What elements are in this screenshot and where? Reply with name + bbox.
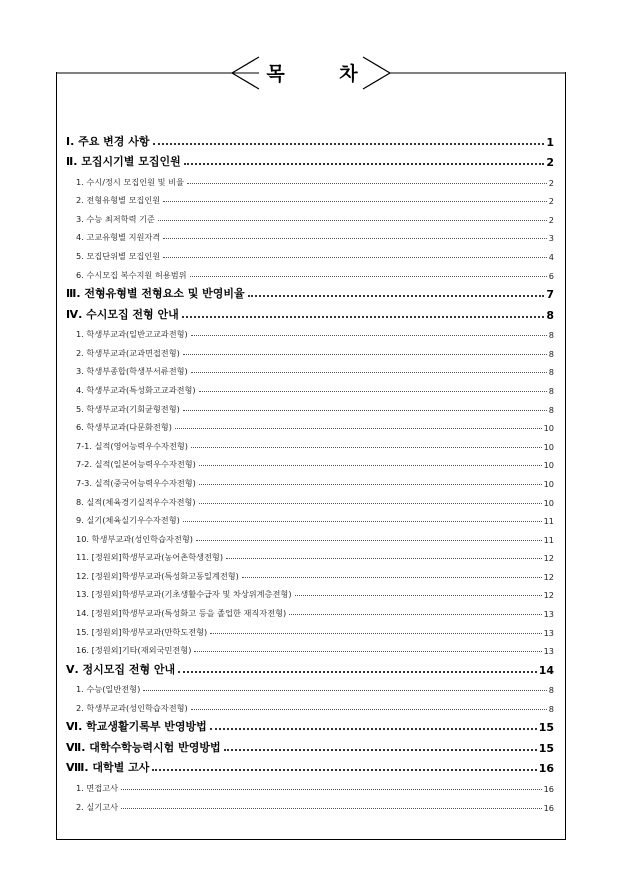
- toc-subsection-entry[interactable]: [66, 169, 554, 188]
- toc-leader-dots: [152, 769, 536, 771]
- toc-subsection-entry[interactable]: [66, 638, 554, 657]
- toc-page-number: 12: [543, 590, 554, 601]
- toc-entry-label: 1. 학생부교과(일반고교과전형): [76, 329, 188, 340]
- toc-subsection-entry[interactable]: [66, 433, 554, 452]
- toc-page-number: 1: [546, 135, 554, 149]
- toc-leader-dots: [295, 595, 542, 596]
- toc-entry-label: 15. [정원외]학생부교과(만학도전형): [76, 626, 208, 637]
- toc-leader-dots: [289, 614, 541, 615]
- toc-entry-label: 6. 수시모집 복수지원 허용범위: [76, 269, 187, 280]
- toc-page-number: 13: [543, 646, 554, 657]
- toc-subsection-entry[interactable]: [66, 415, 554, 434]
- toc-leader-dots: [163, 257, 547, 258]
- toc-page-number: 4: [548, 251, 554, 262]
- toc-page-number: 7: [546, 288, 554, 302]
- toc-subsection-entry[interactable]: [66, 452, 554, 471]
- toc-entry-label: 7-3. 실적(중국어능력우수자전형): [76, 477, 196, 488]
- toc-page-number: 15: [538, 721, 554, 735]
- toc-entry-label: 11. [정원외]학생부교과(농어촌학생전형): [76, 552, 224, 563]
- toc-page-number: 8: [548, 367, 554, 378]
- toc-leader-dots: [224, 749, 537, 751]
- toc-leader-dots: [183, 410, 547, 411]
- toc-leader-dots: [199, 391, 547, 392]
- toc-entry-label: Ⅵ. 학교생활기록부 반영방법: [66, 720, 207, 734]
- toc-subsection-entry[interactable]: [66, 600, 554, 619]
- toc-entry-label: 7-2. 실적(일본어능력우수자전형): [76, 459, 196, 470]
- toc-leader-dots: [121, 808, 542, 809]
- toc-leader-dots: [210, 728, 537, 730]
- toc-subsection-entry[interactable]: [66, 582, 554, 601]
- toc-leader-dots: [196, 540, 542, 541]
- toc-subsection-entry[interactable]: [66, 243, 554, 262]
- toc-entry-label: 3. 수능 최저학력 기준: [76, 213, 155, 224]
- toc-page-number: 12: [543, 571, 554, 582]
- toc-page-number: 15: [538, 741, 554, 755]
- toc-subsection-entry[interactable]: [66, 396, 554, 415]
- toc-page-number: 8: [548, 703, 554, 714]
- toc-page-number: 16: [543, 784, 554, 795]
- toc-subsection-entry[interactable]: [66, 470, 554, 489]
- toc-leader-dots: [163, 238, 547, 239]
- toc-page-number: 11: [543, 534, 554, 545]
- toc-page-number: 2: [548, 214, 554, 225]
- toc-leader-dots: [178, 671, 536, 673]
- toc-section-entry[interactable]: [66, 149, 554, 170]
- toc-subsection-entry[interactable]: [66, 340, 554, 359]
- toc-entry-label: Ⅴ. 정시모집 전형 안내: [66, 662, 176, 676]
- toc-subsection-entry[interactable]: [66, 775, 554, 794]
- toc-page-number: 10: [543, 478, 554, 489]
- table-of-contents: [66, 128, 554, 813]
- toc-subsection-entry[interactable]: [66, 695, 554, 714]
- toc-leader-dots: [226, 558, 542, 559]
- toc-entry-label: 2. 전형유형별 모집인원: [76, 195, 161, 206]
- toc-section-entry[interactable]: [66, 656, 554, 677]
- toc-page-number: 8: [548, 685, 554, 696]
- toc-subsection-entry[interactable]: [66, 188, 554, 207]
- toc-leader-dots: [175, 428, 542, 429]
- toc-leader-dots: [210, 633, 541, 634]
- toc-leader-dots: [183, 354, 547, 355]
- toc-entry-label: 16. [정원외]기타(재외국민전형): [76, 645, 192, 656]
- toc-leader-dots: [199, 465, 542, 466]
- toc-entry-label: 2. 학생부교과(교과면접전형): [76, 347, 180, 358]
- toc-entry-label: 13. [정원외]학생부교과(기초생활수급자 및 차상위계층전형): [76, 589, 292, 600]
- toc-entry-label: Ⅷ. 대학별 고사: [66, 761, 150, 775]
- toc-leader-dots: [163, 201, 547, 202]
- toc-entry-label: 8. 실적(체육경기실적우수자전형): [76, 496, 196, 507]
- toc-subsection-entry[interactable]: [66, 508, 554, 527]
- toc-entry-label: Ⅰ. 주요 변경 사항: [66, 134, 150, 148]
- toc-page-number: 10: [543, 441, 554, 452]
- toc-leader-dots: [153, 143, 545, 145]
- toc-leader-dots: [191, 709, 547, 710]
- toc-subsection-entry[interactable]: [66, 794, 554, 813]
- toc-page-number: 13: [543, 627, 554, 638]
- toc-page-number: 2: [548, 196, 554, 207]
- toc-leader-dots: [191, 372, 547, 373]
- toc-page-number: 10: [543, 423, 554, 434]
- toc-entry-label: 6. 학생부교과(다문화전형): [76, 422, 172, 433]
- toc-entry-label: 5. 모집단위별 모집인원: [76, 250, 161, 261]
- toc-page-number: 8: [548, 330, 554, 341]
- toc-subsection-entry[interactable]: [66, 677, 554, 696]
- toc-subsection-entry[interactable]: [66, 545, 554, 564]
- toc-section-entry[interactable]: [66, 714, 554, 735]
- toc-leader-dots: [187, 183, 547, 184]
- toc-leader-dots: [191, 447, 542, 448]
- toc-subsection-entry[interactable]: [66, 377, 554, 396]
- toc-entry-label: 2. 학생부교과(성인학습자전형): [76, 702, 188, 713]
- toc-page-number: 8: [548, 348, 554, 359]
- toc-page-number: 6: [548, 270, 554, 281]
- toc-leader-dots: [121, 789, 542, 790]
- toc-entry-label: Ⅱ. 모집시기별 모집인원: [66, 155, 181, 168]
- toc-subsection-entry[interactable]: [66, 322, 554, 341]
- toc-subsection-entry[interactable]: [66, 526, 554, 545]
- toc-entry-label: 1. 수능(일반전형): [76, 684, 141, 695]
- toc-leader-dots: [248, 295, 545, 297]
- toc-page-number: 16: [538, 762, 554, 776]
- toc-leader-dots: [194, 651, 541, 652]
- toc-entry-label: 3. 학생부종합(학생부서류전형): [76, 366, 188, 377]
- toc-leader-dots: [190, 276, 547, 277]
- toc-entry-label: 5. 학생부교과(기회균형전형): [76, 403, 180, 414]
- toc-entry-label: 4. 고교유형별 지원자격: [76, 232, 161, 243]
- toc-entry-label: 10. 학생부교과(성인학습자전형): [76, 533, 193, 544]
- toc-subsection-entry[interactable]: [66, 206, 554, 225]
- toc-entry-label: 9. 실기(체육실기우수자전형): [76, 515, 180, 526]
- toc-section-entry[interactable]: [66, 755, 554, 776]
- toc-section-entry[interactable]: [66, 301, 554, 322]
- toc-page-number: 12: [543, 553, 554, 564]
- toc-leader-dots: [182, 316, 545, 318]
- toc-leader-dots: [158, 220, 547, 221]
- toc-entry-label: 7-1. 실적(영어능력우수자전형): [76, 440, 188, 451]
- toc-page-number: 16: [543, 802, 554, 813]
- toc-page-number: 8: [546, 308, 554, 322]
- toc-entry-label: 2. 실기고사: [76, 801, 119, 812]
- toc-page-number: 3: [548, 233, 554, 244]
- toc-entry-label: 12. [정원외]학생부교과(특성화고동일계전형): [76, 570, 239, 581]
- toc-page-number: 10: [543, 497, 554, 508]
- page-title: 목 차: [266, 63, 382, 85]
- toc-subsection-entry[interactable]: [66, 619, 554, 638]
- toc-page-number: 14: [538, 663, 554, 677]
- toc-entry-label: Ⅳ. 수시모집 전형 안내: [66, 307, 179, 321]
- toc-page-number: 13: [543, 609, 554, 620]
- toc-subsection-entry[interactable]: [66, 359, 554, 378]
- toc-leader-dots: [242, 577, 542, 578]
- toc-entry-label: 1. 수시/정시 모집인원 및 비율: [76, 176, 184, 187]
- toc-page-number: 2: [548, 177, 554, 188]
- toc-entry-label: 14. [정원외]학생부교과(특성화고 등을 졸업한 재직자전형): [76, 608, 287, 619]
- toc-entry-label: Ⅶ. 대학수학능력시험 반영방법: [66, 740, 221, 754]
- toc-section-entry[interactable]: [66, 128, 554, 149]
- toc-leader-dots: [184, 163, 545, 165]
- toc-leader-dots: [183, 521, 542, 522]
- toc-subsection-entry[interactable]: [66, 563, 554, 582]
- toc-leader-dots: [199, 503, 542, 504]
- toc-subsection-entry[interactable]: [66, 262, 554, 281]
- toc-entry-label: Ⅲ. 전형유형별 전형요소 및 반영비율: [66, 287, 245, 301]
- toc-subsection-entry[interactable]: [66, 489, 554, 508]
- toc-leader-dots: [143, 690, 547, 691]
- toc-page-number: 11: [543, 516, 554, 527]
- title-bracket-decoration: [56, 0, 566, 110]
- toc-leader-dots: [191, 335, 547, 336]
- toc-section-entry[interactable]: [66, 281, 554, 302]
- toc-leader-dots: [199, 484, 542, 485]
- toc-section-entry[interactable]: [66, 734, 554, 755]
- toc-page-number: 2: [546, 156, 554, 169]
- toc-page-number: 10: [543, 460, 554, 471]
- toc-entry-label: 1. 면접고사: [76, 783, 119, 794]
- toc-page-number: 8: [548, 385, 554, 396]
- toc-subsection-entry[interactable]: [66, 225, 554, 244]
- toc-page-number: 8: [548, 404, 554, 415]
- toc-entry-label: 4. 학생부교과(특성화고교과전형): [76, 384, 196, 395]
